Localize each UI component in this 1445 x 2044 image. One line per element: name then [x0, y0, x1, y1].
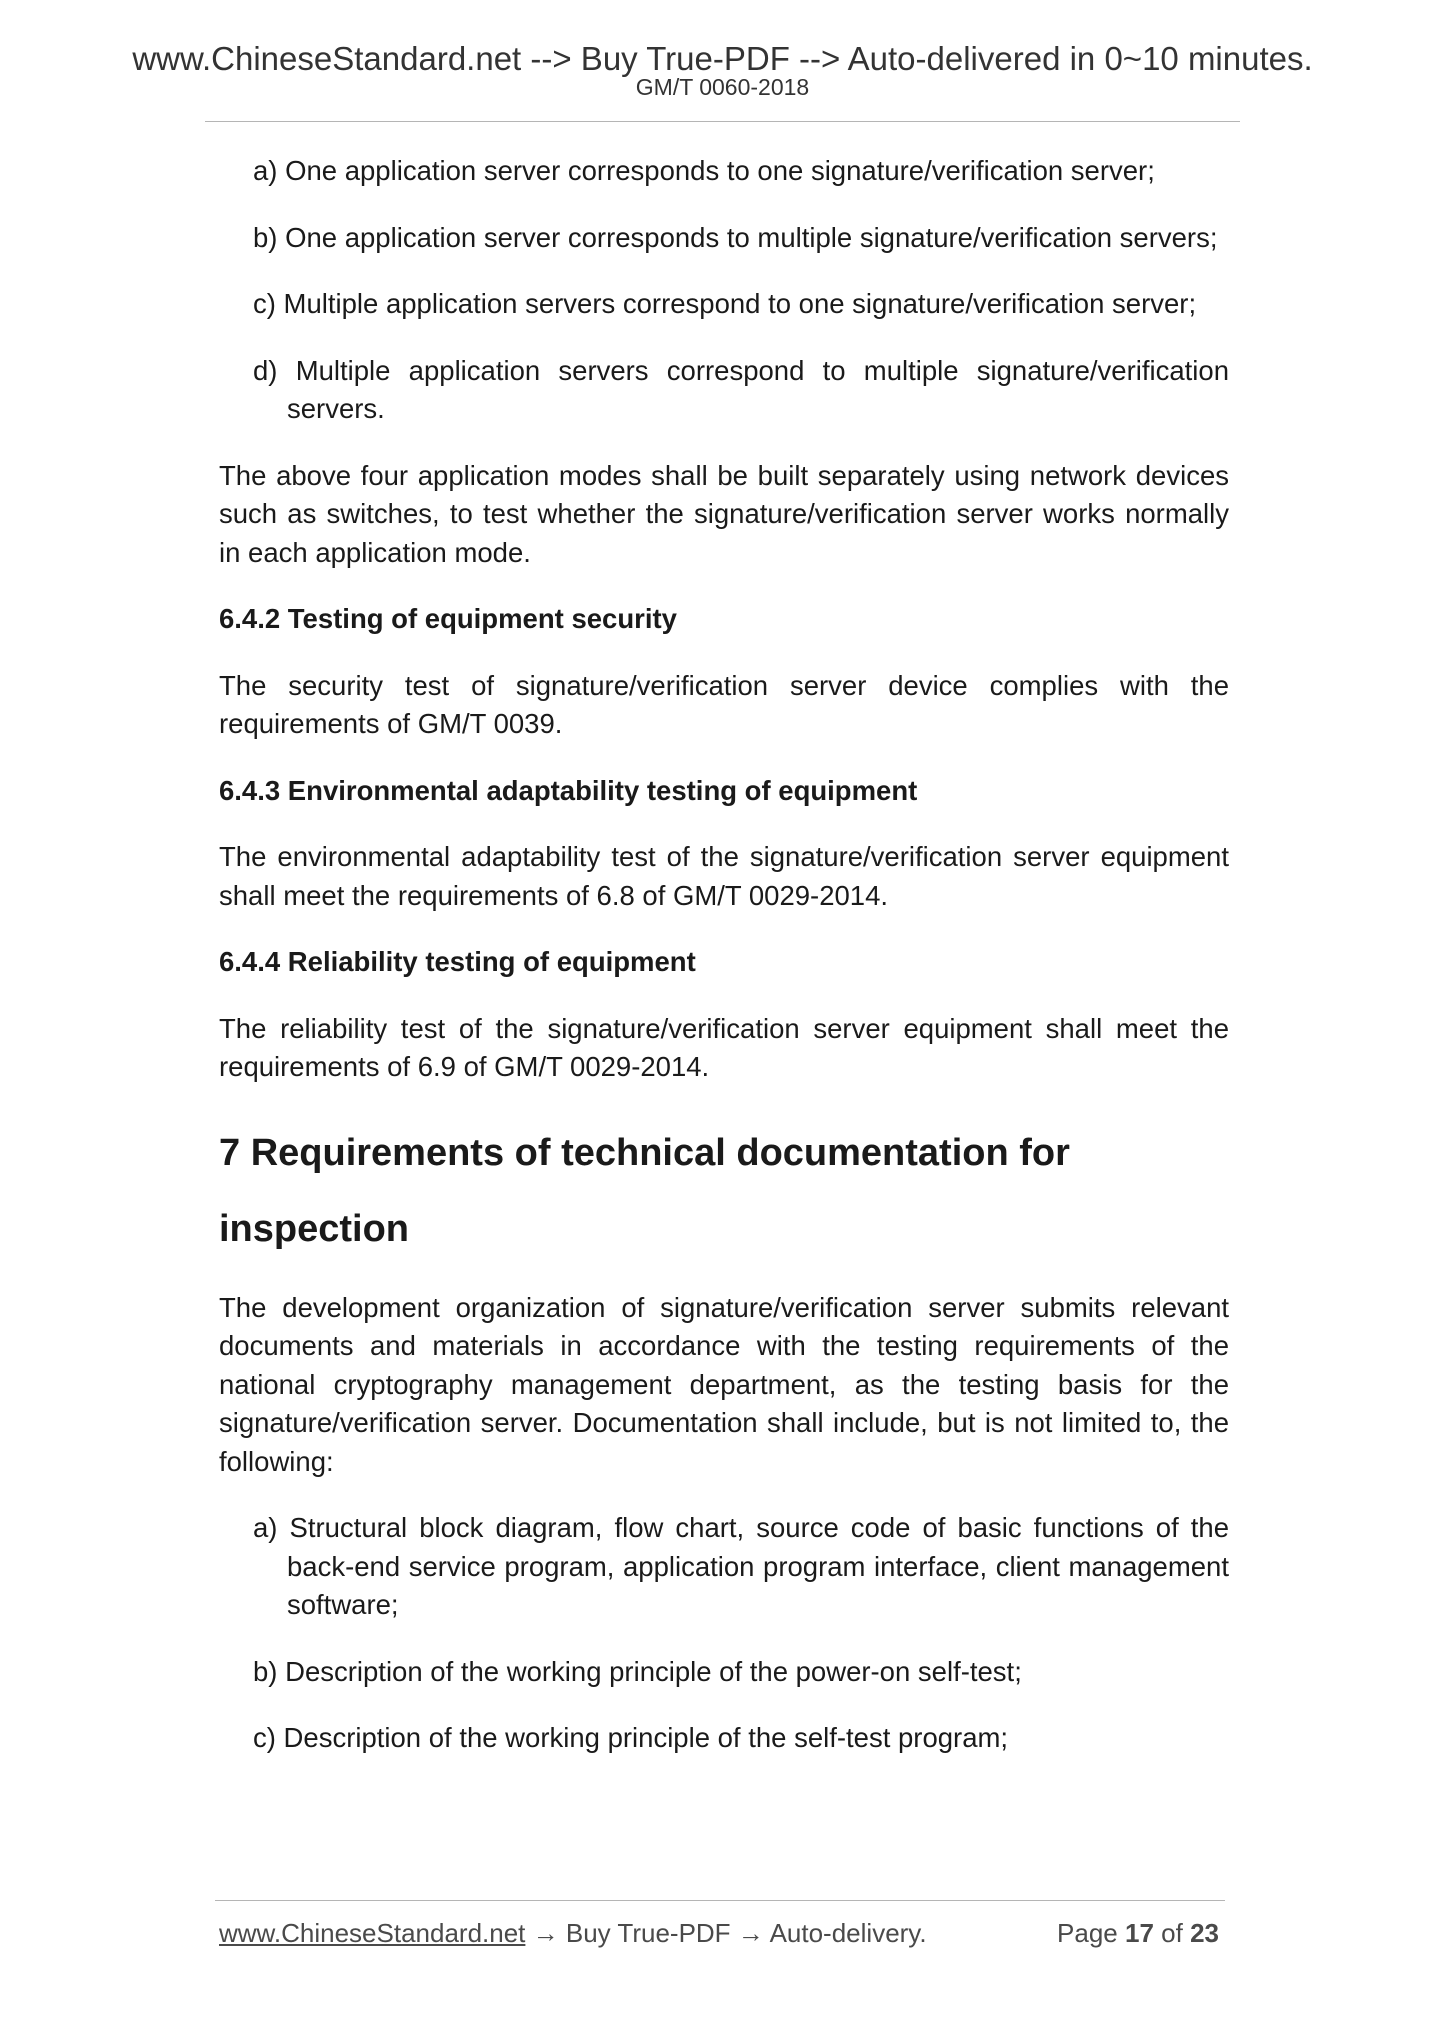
- mode-item-c: c) Multiple application servers correspond to one signature/verification server;: [253, 288, 1197, 319]
- mode-item-a: a) One application server corresponds to one signature/verification server;: [253, 155, 1155, 186]
- footer-tail-text: → Buy True-PDF → Auto-delivery.: [525, 1918, 927, 1948]
- page-number: 17: [1125, 1918, 1154, 1948]
- total-pages: 23: [1190, 1918, 1219, 1948]
- page-indicator: [1057, 1917, 1219, 1949]
- heading-section-7: 7 Requirements of technical documentation for inspection: [219, 1131, 1070, 1250]
- modes-paragraph: The above four application modes shall be built separately using network devices such as switches, to test whether the signature/verification server works normally in each application mode.: [219, 459, 1229, 568]
- doc-item-a: a) Structural block diagram, flow chart, source code of basic functions of the back-end service program, application program interface, client management software;: [253, 1512, 1229, 1620]
- heading-6-4-4: 6.4.4 Reliability testing of equipment: [219, 946, 696, 977]
- body-section-7: The development organization of signature/verification server submits relevant documents and materials in accordance with the testing requirements of the national cryptography management department, as the testing basis for the signature/verification server. Documentation shall include, but is not limited to, the following:: [219, 1291, 1229, 1477]
- heading-6-4-3: 6.4.3 Environmental adaptability testing of equipment: [219, 774, 918, 806]
- top-banner: www.ChineseStandard.net --> Buy True-PDF --> Auto-delivered in 0~10 minutes.: [132, 40, 1313, 77]
- body-6-4-2: The security test of signature/verification server device complies with the requirements of GM/T 0039.: [219, 669, 1229, 739]
- footer-divider: [215, 1900, 1225, 1901]
- footer-left: [219, 1917, 927, 1949]
- footer-site-link[interactable]: www.ChineseStandard.net: [219, 1918, 526, 1948]
- heading-6-4-2: 6.4.2 Testing of equipment security: [219, 603, 677, 634]
- doc-item-c: c) Description of the working principle of the self-test program;: [253, 1722, 1009, 1753]
- of-label: of: [1161, 1918, 1183, 1948]
- doc-item-b: b) Description of the working principle of the power-on self-test;: [253, 1655, 1022, 1687]
- page-content: [219, 152, 1229, 1786]
- header-divider: [205, 121, 1240, 122]
- document-code: GM/T 0060-2018: [635, 74, 810, 100]
- mode-item-b: b) One application server corresponds to multiple signature/verification servers;: [253, 221, 1218, 253]
- body-6-4-4: The reliability test of the signature/verification server equipment shall meet the requirements of 6.9 of GM/T 0029-2014.: [219, 1012, 1229, 1082]
- body-6-4-3: The environmental adaptability test of the signature/verification server equipment shall meet the requirements of 6.8 of GM/T 0029-2014.: [219, 841, 1229, 911]
- page-label: Page: [1057, 1918, 1118, 1948]
- mode-item-d: d) Multiple application servers correspond to multiple signature/verification servers.: [253, 354, 1229, 424]
